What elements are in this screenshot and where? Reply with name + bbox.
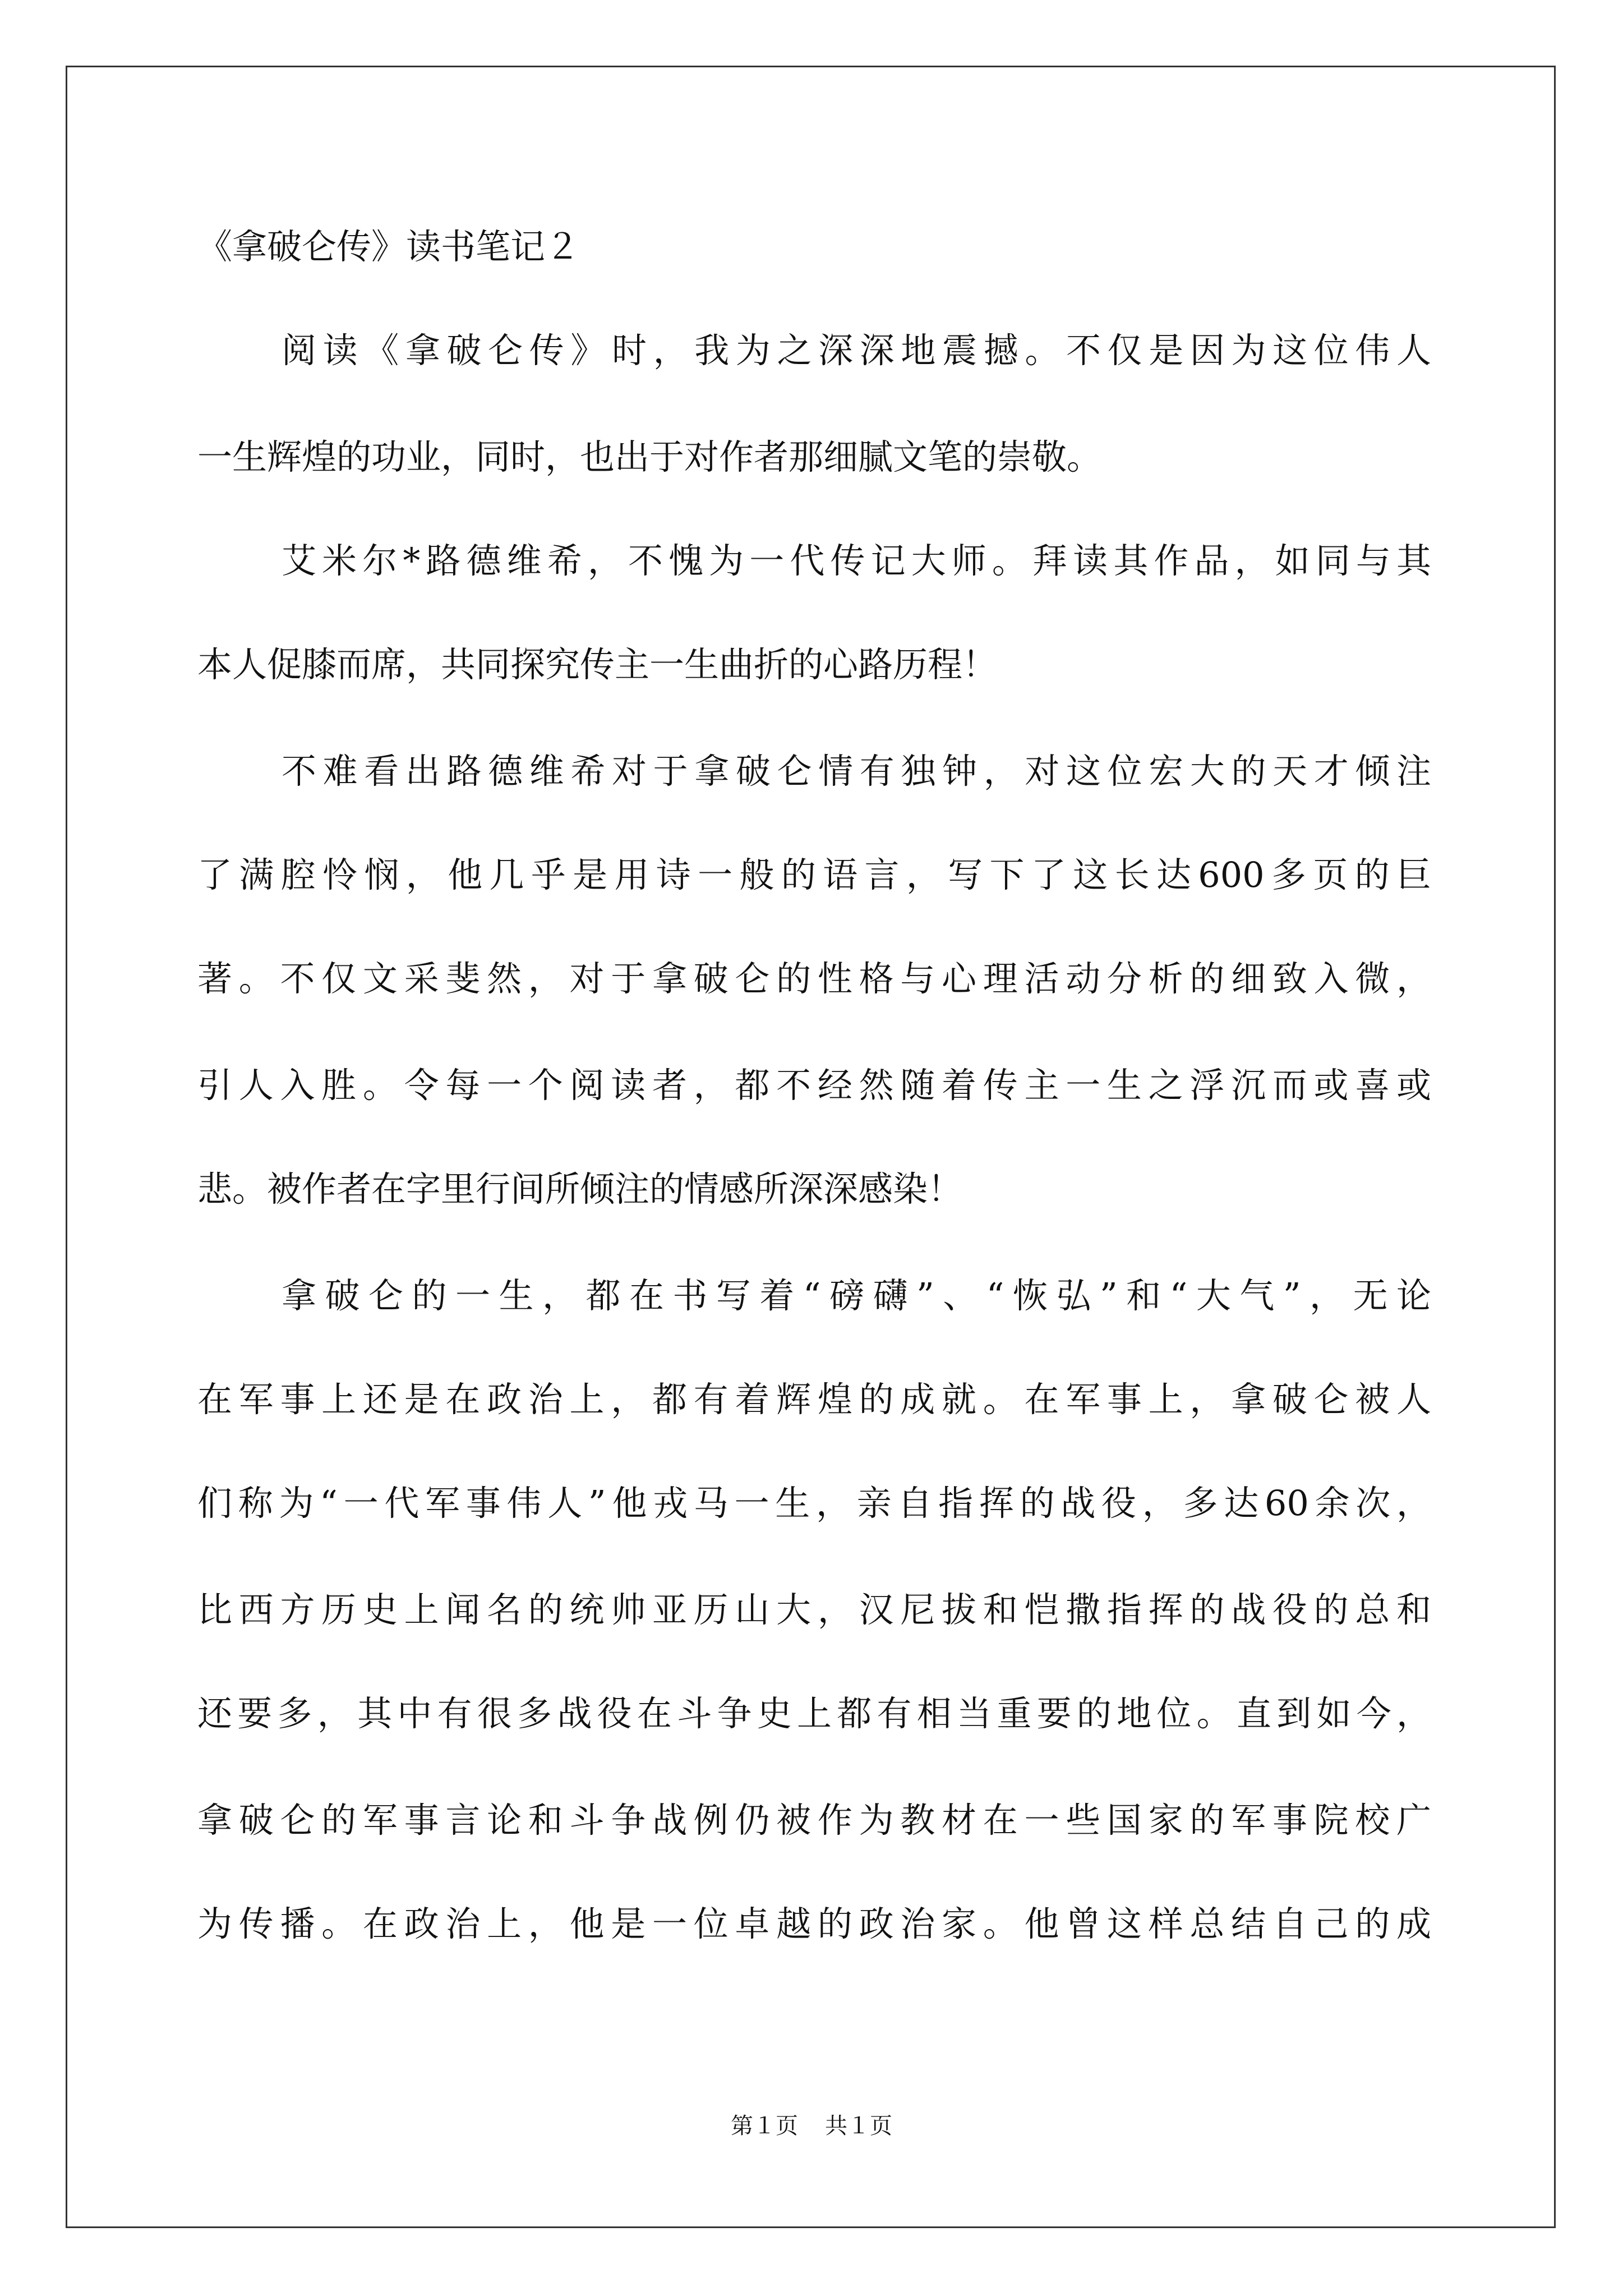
document-title: 《拿破仑传》读书笔记２: [197, 226, 580, 267]
paragraph-4-line-1: 拿破仑的一生，都在书写着“磅礴”、“恢弘”和“大气”，无论: [282, 1275, 1431, 1316]
paragraph-1-line-2: 一生辉煌的功业，同时，也出于对作者那细腻文笔的崇敬。: [197, 436, 1102, 477]
paragraph-2-line-1: 艾米尔*路德维希，不愧为一代传记大师。拜读其作品，如同与其: [282, 540, 1431, 581]
paragraph-4-line-5: 还要多，其中有很多战役在斗争史上都有相当重要的地位。直到如今，: [197, 1693, 1431, 1734]
paragraph-4-line-4: 比西方历史上闻名的统帅亚历山大，汉尼拔和恺撒指挥的战役的总和: [197, 1589, 1431, 1630]
paragraph-4-line-2: 在军事上还是在政治上，都有着辉煌的成就。在军事上，拿破仑被人: [197, 1379, 1431, 1420]
paragraph-4-line-6: 拿破仑的军事言论和斗争战例仍被作为教材在一些国家的军事院校广: [197, 1800, 1431, 1841]
page-footer: [0, 2109, 1623, 2143]
page-number: 第１页: [731, 2113, 798, 2139]
paragraph-4-line-3: 们称为“一代军事伟人”他戎马一生，亲自指挥的战役，多达60余次，: [197, 1483, 1431, 1524]
paragraph-3-line-2: 了满腔怜悯，他几乎是用诗一般的语言，写下了这长达600多页的巨: [197, 854, 1431, 895]
paragraph-4-line-7: 为传播。在政治上，他是一位卓越的政治家。他曾这样总结自己的成: [197, 1903, 1431, 1944]
page-total: 共１页: [825, 2113, 892, 2139]
paragraph-3-line-4: 引人入胜。令每一个阅读者，都不经然随着传主一生之浮沉而或喜或: [197, 1065, 1431, 1106]
paragraph-3-line-1: 不难看出路德维希对于拿破仑情有独钟，对这位宏大的天才倾注: [282, 751, 1431, 792]
paragraph-1-line-1: 阅读《拿破仑传》时，我为之深深地震撼。不仅是因为这位伟人: [282, 330, 1431, 371]
paragraph-3-line-5: 悲。被作者在字里行间所倾注的情感所深深感染！: [197, 1168, 963, 1209]
paragraph-3-line-3: 著。不仅文采斐然，对于拿破仑的性格与心理活动分析的细致入微，: [197, 958, 1431, 999]
paragraph-2-line-2: 本人促膝而席，共同探究传主一生曲折的心路历程！: [197, 644, 998, 685]
